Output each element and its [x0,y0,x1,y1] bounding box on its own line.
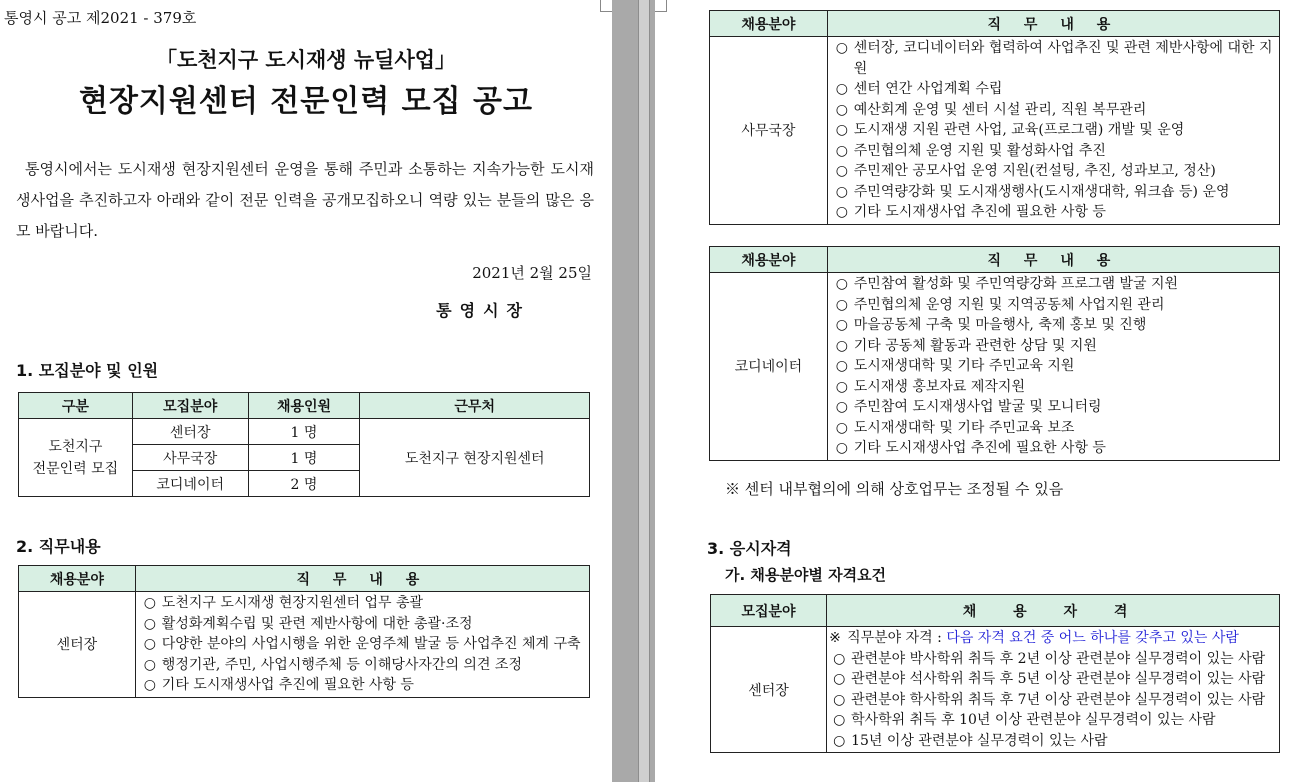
table-row [710,273,1280,461]
column-header: 근무처 [360,393,590,419]
page-title: 현장지원센터 전문인력 모집 공고 [78,84,534,119]
duty-item: 다양한 분야의 사업시행을 위한 운영주체 발굴 등 사업추진 체계 구축 [161,636,581,652]
role-cell: 센터장 [711,627,827,753]
page-corner-mark [600,0,612,12]
duty-item: 주민역량강화 및 도시재생행사(도시재생대학, 워크숍 등) 운영 [853,183,1230,200]
bullet-icon: ○ [143,615,157,632]
role-cell: 센터장 [19,592,136,698]
page-separator [638,0,650,782]
bullet-icon: ○ [833,732,846,749]
list-item [836,182,1275,203]
recruit-field-cell: 사무국장 [132,445,248,471]
list-item [829,649,1277,670]
table-header-row [711,595,1280,627]
bullet-icon: ○ [835,142,848,159]
duty-item: 주민협의체 운영 지원 및 지역공동체 사업지원 관리 [853,296,1165,313]
duty-table-secretary-general [709,10,1280,225]
duty-item: 기타 도시재생사업 추진에 필요한 사항 등 [161,677,414,693]
list-item [144,675,585,696]
bullet-icon: ○ [835,40,848,56]
column-header: 채용분야 [19,566,136,592]
list-item [829,710,1277,731]
duty-list [827,273,1279,461]
list-item [836,120,1275,141]
notice-date: 2021년 2월 25일 [472,264,592,282]
duty-item: 활성화계획수립 및 관련 제반사항에 대한 총괄·조정 [161,615,473,632]
bullet-icon: ○ [143,636,157,652]
note-label: 직무분야 자격 : [847,630,942,646]
duty-item: 기타 공동체 활동과 관련한 상담 및 지원 [853,337,1097,354]
table-row [19,419,590,445]
section-heading-qualifications: 3. 응시자격 [707,539,792,558]
role-cell: 사무국장 [710,37,828,225]
duty-table-coordinator [709,246,1280,461]
table-header-row [710,11,1280,37]
table-row [710,37,1280,225]
workplace-cell: 도천지구 현장지원센터 [360,419,590,497]
list-item [836,79,1275,100]
bullet-icon: ○ [143,677,157,693]
column-header: 채용분야 [710,247,828,273]
duty-table-center-director [18,565,590,698]
recruit-count-cell: 2 명 [248,471,360,497]
document-page-left [0,0,612,782]
bullet-icon: ○ [143,595,157,611]
recruit-group-cell: 도천지구 전문인력 모집 [19,419,133,497]
bullet-icon: ○ [833,712,846,728]
bullet-icon: ○ [835,419,848,436]
list-item [829,731,1277,752]
qualification-list [827,627,1280,753]
bullet-icon: ○ [835,337,848,354]
column-header: 직 무 내 용 [135,566,589,592]
duty-item: 기타 도시재생사업 추진에 필요한 사항 등 [853,204,1106,220]
note-highlight: 다음 자격 요건 중 어느 하나를 갖추고 있는 사람 [946,630,1239,646]
qualification-item: 관련분야 석사학위 취득 후 5년 이상 관련분야 실무경력이 있는 사람 [851,671,1266,687]
list-item [836,38,1275,79]
list-item [836,274,1275,295]
column-header: 모집분야 [132,393,248,419]
duty-item: 센터장, 코디네이터와 협력하여 사업추진 및 관련 제반사항에 대한 지원 [853,40,1273,77]
page-gutter [612,0,655,782]
bullet-icon: ○ [833,671,846,687]
duty-item: 주민참여 도시재생사업 발굴 및 모니터링 [853,399,1102,415]
duty-item: 주민협의체 운영 지원 및 활성화사업 추진 [853,142,1106,159]
duty-item: 도천지구 도시재생 현장지원센터 업무 총괄 [161,595,424,611]
table-header-row [710,247,1280,273]
table-header-row [19,393,590,419]
section-heading-recruitment: 1. 모집분야 및 인원 [16,361,159,380]
bullet-icon: ○ [835,358,848,374]
list-item [144,655,585,676]
duty-item: 주민제안 공모사업 운영 지원(컨설팅, 추진, 성과보고, 정산) [853,163,1216,179]
list-item [829,690,1277,711]
column-header: 채용인원 [248,393,360,419]
duty-item: 도시재생대학 및 기타 주민교육 지원 [853,358,1075,374]
recruit-count-cell: 1 명 [248,445,360,471]
list-item [836,418,1275,439]
duty-item: 도시재생 홍보자료 제작지원 [853,378,1025,395]
list-item [836,100,1275,121]
list-item [836,141,1275,162]
bullet-icon: ○ [835,399,848,415]
issuer-name: 통영시장 [436,301,530,320]
duty-item: 센터 연간 사업계획 수립 [853,81,1003,97]
bullet-icon: ○ [835,317,848,333]
list-item [836,295,1275,316]
list-item [836,356,1275,377]
page-corner-mark [655,0,667,12]
bullet-icon: ○ [835,81,848,97]
column-header: 모집분야 [711,595,827,627]
list-item [836,397,1275,418]
duty-list [135,592,589,698]
list-item [836,438,1275,459]
duty-item: 행정기관, 주민, 사업시행주체 등 이해당사자간의 의견 조정 [161,656,522,673]
notice-number: 통영시 공고 제2021 - 379호 [4,9,197,27]
table-row [19,592,590,698]
bullet-icon: ○ [835,101,848,118]
qualification-item: 15년 이상 관련분야 실무경력이 있는 사람 [851,732,1108,749]
qualification-item: 학사학위 취득 후 10년 이상 관련분야 실무경력이 있는 사람 [851,712,1216,728]
list-item [836,202,1275,223]
list-item [144,593,585,614]
bullet-icon: ○ [833,650,846,667]
duty-item: 마을공동체 구축 및 마을행사, 축제 홍보 및 진행 [853,317,1147,333]
duty-item: 주민참여 활성화 및 주민역량강화 프로그램 발굴 지원 [853,276,1179,292]
column-header: 채용분야 [710,11,828,37]
column-header: 직 무 내 용 [827,247,1279,273]
duty-item: 도시재생 지원 관련 사업, 교육(프로그램) 개발 및 운영 [853,122,1185,138]
duty-list [827,37,1279,225]
list-item [829,669,1277,690]
recruitment-table [18,392,590,497]
list-item [836,377,1275,398]
list-item [836,161,1275,182]
title-subheading: 「도천지구 도시재생 뉴딜사업」 [155,48,457,72]
qualification-item: 관련분야 학사학위 취득 후 7년 이상 관련분야 실무경력이 있는 사람 [851,691,1266,708]
duty-item: 예산회계 운영 및 센터 시설 관리, 직원 복무관리 [853,101,1147,118]
role-cell: 코디네이터 [710,273,828,461]
bullet-icon: ○ [835,204,848,220]
reference-mark-icon: ※ [829,630,841,646]
column-header: 구분 [19,393,133,419]
duty-adjustment-note: ※ 센터 내부협의에 의해 상호업무는 조정될 수 있음 [725,480,1064,498]
qualification-note [829,628,1277,649]
bullet-icon: ○ [835,163,848,179]
list-item [144,614,585,635]
duty-item: 기타 도시재생사업 추진에 필요한 사항 등 [853,440,1106,456]
duty-item: 도시재생대학 및 기타 주민교육 보조 [853,419,1075,436]
bullet-icon: ○ [835,276,848,292]
column-header: 채 용 자 격 [827,595,1280,627]
recruit-count-cell: 1 명 [248,419,360,445]
list-item [144,634,585,655]
bullet-icon: ○ [835,183,848,200]
bullet-icon: ○ [835,296,848,313]
bullet-icon: ○ [835,122,848,138]
qualification-table [710,594,1280,753]
bullet-icon: ○ [835,440,848,456]
document-page-right [655,0,1292,782]
list-item [836,315,1275,336]
bullet-icon: ○ [833,691,846,708]
column-header: 직 무 내 용 [827,11,1279,37]
recruit-field-cell: 센터장 [132,419,248,445]
list-item [836,336,1275,357]
table-header-row [19,566,590,592]
section-heading-duties: 2. 직무내용 [16,537,101,556]
bullet-icon: ○ [143,656,157,673]
table-row [711,627,1280,753]
recruit-field-cell: 코디네이터 [132,471,248,497]
qualification-item: 관련분야 박사학위 취득 후 2년 이상 관련분야 실무경력이 있는 사람 [851,650,1266,667]
subsection-heading: 가. 채용분야별 자격요건 [725,566,887,584]
intro-paragraph: 통영시에서는 도시재생 현장지원센터 운영을 통해 주민과 소통하는 지속가능한 도시재생사업을 추진하고자 아래와 같이 전문 인력을 공개모집하오니 역량 있는 분들의 많은 응모 바랍니다. [16,160,594,240]
bullet-icon: ○ [835,378,848,395]
